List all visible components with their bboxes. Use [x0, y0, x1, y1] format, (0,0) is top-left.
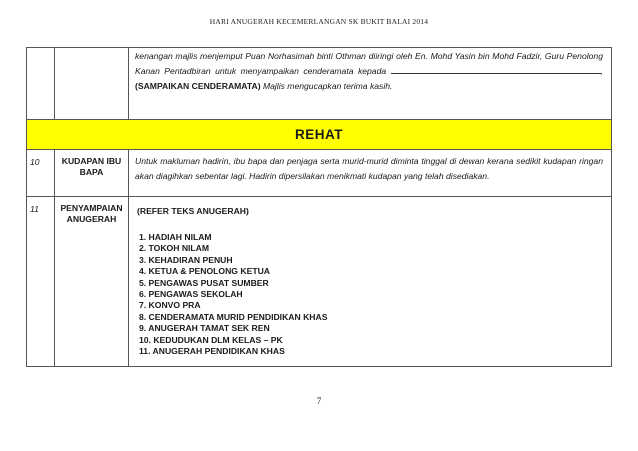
rehat-label: REHAT — [27, 120, 612, 150]
list-item: 8. CENDERAMATA MURID PENDIDIKAN KHAS — [139, 311, 328, 322]
row-number: 10 — [27, 150, 55, 197]
list-item: 7. KONVO PRA — [139, 300, 201, 311]
list-item: 4. KETUA & PENOLONG KETUA — [139, 266, 270, 277]
table-row — [27, 197, 612, 367]
list-item: 11. ANUGERAH PENDIDIKAN KHAS — [139, 346, 285, 357]
table-row — [27, 48, 612, 120]
row-description: kenangan majlis menjemput Puan Norhasimah binti Othman diiringi oleh En. Mohd Yasin bin Mohd Fadzir, Guru Penolong Kanan Pentadbiran untuk menyampaikan cenderamata kepada , (SAMPAIKAN CENDERAMATA) Majlis mengucapkan terima kasih. — [129, 48, 612, 120]
refer-note: (REFER TEKS ANUGERAH) — [137, 206, 249, 216]
list-item: 3. KEHADIRAN PENUH — [139, 254, 233, 265]
list-item: 9. ANUGERAH TAMAT SEK REN — [139, 323, 270, 334]
description-text: kenangan majlis menjemput Puan Norhasimah binti Othman diiringi oleh En. Mohd Yasin bin Mohd Fadzir, Guru Penolong Kanan Pentadbiran untuk menyampaikan cenderamata kepada — [135, 51, 603, 77]
page-header: HARI ANUGERAH KECEMERLANGAN SK BUKIT BALAI 2014 — [209, 17, 429, 26]
list-item: 5. PENGAWAS PUSAT SUMBER — [139, 277, 269, 288]
row-number: 11 — [27, 197, 55, 367]
row-activity: KUDAPAN IBU BAPA — [55, 150, 129, 197]
list-item: 1. HADIAH NILAM — [139, 232, 212, 242]
row-activity — [55, 48, 129, 120]
list-item: 2. TOKOH NILAM — [139, 243, 210, 254]
blank-line — [391, 65, 601, 74]
rehat-row — [27, 120, 612, 150]
row-number — [27, 48, 55, 120]
list-item: 10. KEDUDUKAN DLM KELAS – PK — [139, 334, 283, 345]
list-item: 6. PENGAWAS SEKOLAH — [139, 289, 243, 300]
program-table — [26, 47, 612, 367]
page-number: 7 — [316, 396, 322, 406]
description-text-end: Majlis mengucapkan terima kasih. — [262, 81, 393, 92]
award-list — [139, 232, 611, 357]
description-bold: (SAMPAIKAN CENDERAMATA) — [135, 81, 261, 92]
table-row — [27, 150, 612, 197]
row-description: Untuk makluman hadirin, ibu bapa dan penjaga serta murid-murid diminta tinggal di dewan kerana sedikit kudapan ringan akan diagihkan sebentar lagi. Hadirin dipersilakan menikmati kudapan yang telah disediakan. — [129, 150, 612, 197]
row-activity: PENYAMPAIAN ANUGERAH — [55, 197, 129, 367]
row-description — [129, 197, 612, 367]
